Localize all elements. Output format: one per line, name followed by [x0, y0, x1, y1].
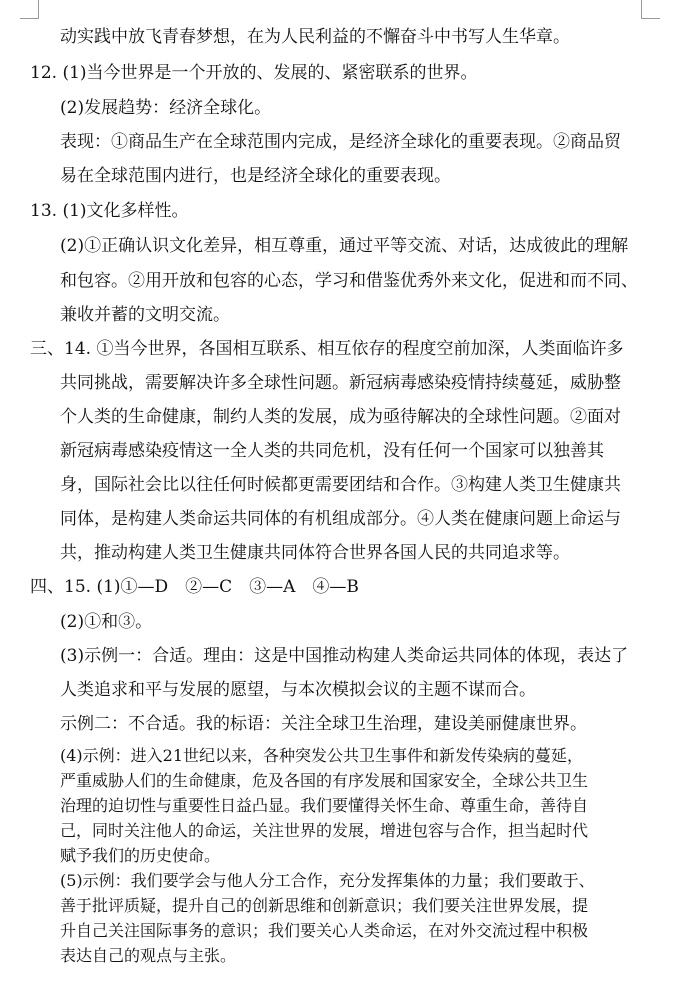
- text-line: 共，推动构建人类卫生健康共同体符合世界各国人民的共同追求等。: [60, 543, 570, 563]
- page-corner-mark-left: [20, 0, 39, 19]
- question-15-heading: 四、15. (1)①—D ②—C ③—A ④—B: [30, 577, 359, 597]
- text-line: (5)示例：我们要学会与他人分工合作，充分发挥集体的力量；我们要敢于、: [60, 871, 595, 890]
- question-12-heading: 12. (1)当今世界是一个开放的、发展的、紧密联系的世界。: [30, 63, 478, 83]
- text-line: 升自己关注国际事务的意识；我们要关心人类命运，在对外交流过程中积极: [60, 921, 589, 940]
- text-line: (2)①和③。: [60, 612, 153, 632]
- text-line: 易在全球范围内进行，也是经济全球化的重要表现。: [60, 166, 451, 186]
- text-line: 和包容。②用开放和包容的心态，学习和借鉴优秀外来文化，促进和而不同、: [60, 271, 638, 291]
- text-line: 个人类的生命健康，制约人类的发展，成为亟待解决的全球性问题。②面对: [60, 407, 621, 427]
- text-line: 共同挑战，需要解决许多全球性问题。新冠病毒感染疫情持续蔓延，威胁整: [60, 373, 621, 393]
- text-line: 动实践中放飞青春梦想，在为人民利益的不懈奋斗中书写人生华章。: [60, 27, 570, 47]
- text-line: 表现：①商品生产在全球范围内完成，是经济全球化的重要表现。②商品贸: [60, 132, 621, 152]
- text-line: 新冠病毒感染疫情这一全人类的共同危机，没有任何一个国家可以独善其: [60, 441, 604, 461]
- text-line: 善于批评质疑，提升自己的创新思维和创新意识；我们要关注世界发展，提: [60, 896, 589, 915]
- text-line: 同体，是构建人类命运共同体的有机组成部分。④人类在健康问题上命运与: [60, 509, 621, 529]
- text-line: 治理的迫切性与重要性日益凸显。我们要懂得关怀生命、尊重生命，善待自: [60, 796, 589, 815]
- text-line: 赋予我们的历史使命。: [60, 846, 221, 865]
- text-line: 示例二：不合适。我的标语：关注全球卫生治理，建设美丽健康世界。: [60, 714, 587, 734]
- question-14-heading: 三、14. ①当今世界，各国相互联系、相互依存的程度空前加深，人类面临许多: [30, 339, 624, 359]
- text-line: 表达自己的观点与主张。: [60, 946, 237, 965]
- text-line: 严重威胁人们的生命健康，危及各国的有序发展和国家安全，全球公共卫生: [60, 771, 589, 790]
- text-line: (2)①正确认识文化差异，相互尊重，通过平等交流、对话，达成彼此的理解: [60, 236, 629, 256]
- text-line: (4)示例：进入21世纪以来，各种突发公共卫生事件和新发传染病的蔓延，: [60, 746, 584, 765]
- text-line: 人类追求和平与发展的愿望，与本次模拟会议的主题不谋而合。: [60, 680, 536, 700]
- text-line: (2)发展趋势：经济全球化。: [60, 98, 272, 118]
- text-line: 己，同时关注他人的命运，关注世界的发展，增进包容与合作，担当起时代: [60, 821, 589, 840]
- text-line: 身，国际社会比以往任何时候都更需要团结和合作。③构建人类卫生健康共: [60, 475, 621, 495]
- question-13-heading: 13. (1)文化多样性。: [30, 201, 189, 221]
- text-line: 兼收并蓄的文明交流。: [60, 305, 230, 325]
- page-corner-mark-right: [641, 0, 660, 19]
- text-line: (3)示例一：合适。理由：这是中国推动构建人类命运共同体的体现，表达了: [60, 646, 629, 666]
